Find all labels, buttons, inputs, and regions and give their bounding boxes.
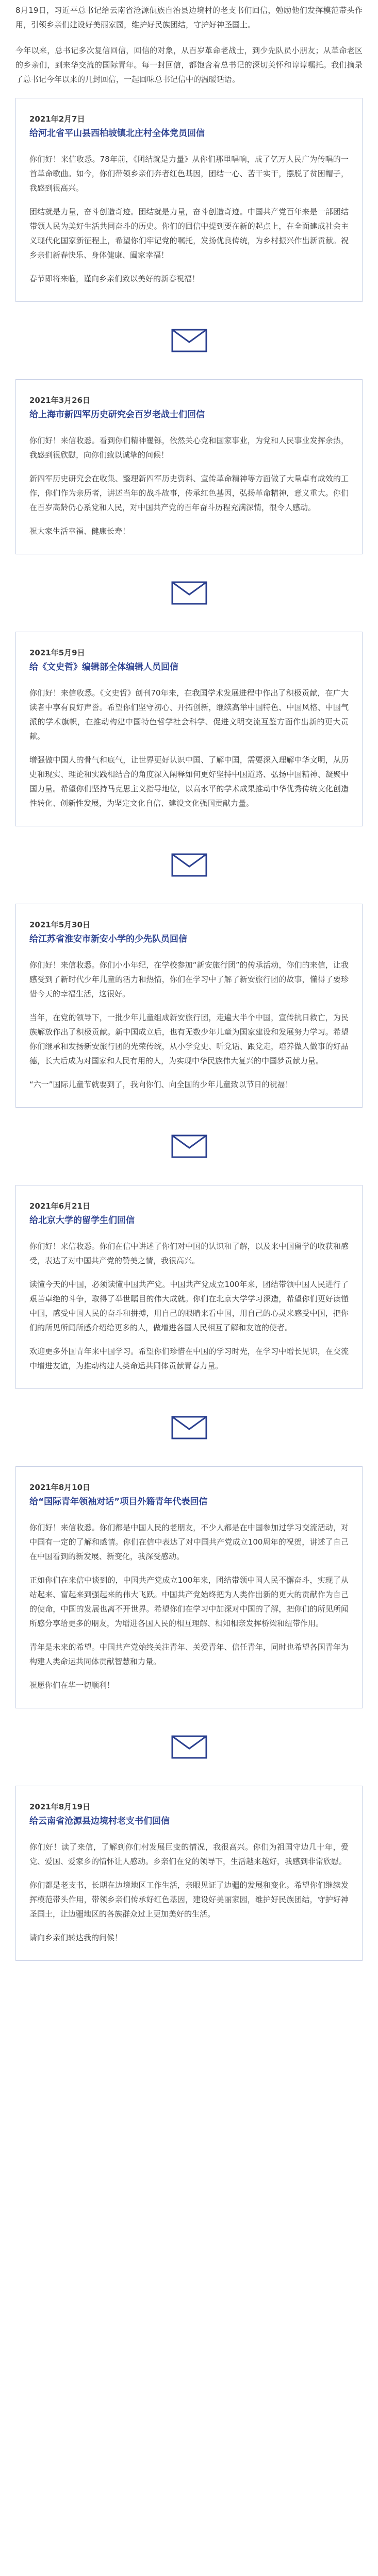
- letter-title: 给上海市新四军历史研究会百岁老战士们回信: [29, 410, 205, 420]
- section-divider: [15, 1108, 363, 1185]
- letter-paragraph: 新四军历史研究会在收集、整理新四军历史资料、宣传革命精神等方面做了大量卓有成效的工作，你们作为亲历者，讲述当年的战斗故事，传承红色基因，弘扬革命精神，意义重大。你们在百岁高龄仍心系党和人民，对中国共产党的百年奋斗历程充满深情，很令人感动。: [29, 474, 349, 512]
- letter-paragraph: 团结就是力量，奋斗创造奇迹。团结就是力量，奋斗创造奇迹。中国共产党百年来是一部团结带领人民为美好生活共同奋斗的历史。你们的回信中提到要在新的起点上，在全面建成社会主义现代化国家新征程上，希望你们牢记党的嘱托，发扬优良传统，为乡村振兴作出新贡献。祝乡亲们新春快乐、身体健康、阖家幸福！: [29, 207, 349, 260]
- letter-paragraph: 增强做中国人的骨气和底气，让世界更好认识中国、了解中国，需要深入理解中华文明，从历史和现实、理论和实践相结合的角度深入阐释如何更好坚持中国道路、弘扬中国精神、凝聚中国力量。希望你们坚持马克思主义指导地位，以高水平的学术成果推动中华优秀传统文化创造性转化、创新性发展，为坚定文化自信、建设文化强国贡献力量。: [29, 755, 349, 808]
- letter-date: 2021年3月26日: [29, 396, 91, 405]
- section-divider: [15, 1708, 363, 1786]
- letter-title: 给《文史哲》编辑部全体编辑人员回信: [29, 662, 178, 672]
- letter-paragraph: 你们好！来信收悉。看到你们精神矍铄，依然关心党和国家事业，为党和人民事业发挥余热，我感到很欣慰，向你们致以诚挚的问候！: [29, 436, 349, 460]
- letter-paragraph: 当年，在党的领导下，一批少年儿童组成新安旅行团，走遍大半个中国，宣传抗日救亡，为民族解放作出了积极贡献。新中国成立后，也有无数少年儿童为国家建设和发展努力学习。希望你们继承和发扬新安旅行团的光荣传统，从小学党史、听党话、跟党走，培养做人做事的好品德，长大后成为对国家和人民有用的人，为实现中华民族伟大复兴的中国梦贡献力量。: [29, 1013, 349, 1065]
- intro-paragraph: 8月19日，习近平总书记给云南省沧源佤族自治县边境村的老支书们回信，勉励他们发挥模范带头作用，引领乡亲们建设好美丽家园，维护好民族团结，守护好神圣国土。: [15, 6, 363, 29]
- section-divider: [15, 302, 363, 379]
- letter-date: 2021年2月7日: [29, 114, 85, 124]
- envelope-icon: [171, 1416, 207, 1439]
- letter-paragraph: 祝愿你们在华一切顺利！: [29, 1681, 115, 1690]
- letter-card: [15, 904, 363, 1108]
- letter-paragraph: 青年是未来的希望。中国共产党始终关注青年、关爱青年、信任青年，同时也希望各国青年为构建人类命运共同体贡献智慧和力量。: [29, 1642, 349, 1666]
- letter-paragraph: 春节即将来临，谨向乡亲们致以美好的新春祝福！: [29, 274, 200, 283]
- envelope-icon: [171, 581, 207, 605]
- letter-card: [15, 1466, 363, 1708]
- letter-paragraph: 你们都是老支书，长期在边境地区工作生活，亲眼见证了边疆的发展和变化。希望你们继续发挥模范带头作用，带领乡亲们传承好红色基因，建设好美丽家园，维护好民族团结，守护好神圣国土，让边疆地区的各族群众过上更加美好的生活。: [29, 1880, 349, 1919]
- section-divider: [15, 554, 363, 632]
- letter-card: [15, 379, 363, 554]
- envelope-icon: [171, 1134, 207, 1158]
- letter-title: 给江苏省淮安市新安小学的少先队员回信: [29, 934, 187, 944]
- letter-paragraph: “六一”国际儿童节就要到了，我向你们、向全国的少年儿童致以节日的祝福！: [29, 1080, 293, 1089]
- section-divider: [15, 1389, 363, 1466]
- letter-paragraph: 祝大家生活幸福、健康长寿！: [29, 527, 130, 536]
- letter-paragraph: 你们好！来信收悉。78年前，《团结就是力量》从你们那里唱响，成了亿万人民广为传唱的一首革命歌曲。如今，你们带领乡亲们奔者红色基因，团结一心、苦干实干，摆脱了贫困帽子，我感到很高兴。: [29, 155, 349, 193]
- letter-title: 给云南省沧源县边境村老支书们回信: [29, 1816, 170, 1826]
- envelope-icon: [171, 853, 207, 877]
- letter-card: [15, 98, 363, 302]
- letter-paragraph: 正如你们在来信中谈到的，中国共产党成立100年来，团结带领中国人民不懈奋斗，实现了从站起来、富起来到强起来的伟大飞跃。中国共产党始终把为人类作出新的更大的贡献作为自己的使命，中国的发展也离不开世界。希望你们在学习中加深对中国的了解，把你们的所见所闻所感分享给更多的朋友，为增进各国人民的相互理解、相知相亲发挥桥梁和纽带作用。: [29, 1575, 349, 1628]
- envelope-icon: [171, 329, 207, 352]
- letter-title: 给河北省平山县西柏坡镇北庄村全体党员回信: [29, 128, 205, 139]
- letter-date: 2021年8月19日: [29, 1802, 91, 1811]
- letter-paragraph: 请向乡亲们转达我的问候！: [29, 1933, 123, 1942]
- letter-date: 2021年6月21日: [29, 1201, 91, 1211]
- letter-paragraph: 你们好！来信收悉。你们小小年纪，在学校参加“新安旅行团”的传承活动，你们的来信，让我感受到了新时代少年儿童的活力和热情，你们在学习中了解了新安旅行团的故事，懂得了要珍惜今天的幸福生活，这很好。: [29, 960, 349, 998]
- letter-paragraph: 你们好！来信收悉。《文史哲》创刊70年来，在我国学术发展进程中作出了积极贡献，在广大读者中享有良好声誉。希望你们坚守初心、开拓创新，继续高举中国特色、中国风格、中国气派的学术旗帜，在推动构建中国特色哲学社会科学、促进文明交流互鉴方面作出新的更大贡献。: [29, 688, 349, 741]
- letter-paragraph: 读懂今天的中国，必须读懂中国共产党。中国共产党成立100年来，团结带领中国人民进行了艰苦卓绝的斗争，取得了举世瞩目的伟大成就。你们在北京大学学习深造，希望你们更好读懂中国，感受中国人民的奋斗和拼搏，用自己的眼睛来看中国，用自己的心灵来感受中国，把你们的所见所闻所感介绍给更多的人，做增进各国人民相互了解和友谊的使者。: [29, 1280, 349, 1332]
- envelope-icon: [171, 1735, 207, 1759]
- letter-date: 2021年5月30日: [29, 920, 91, 929]
- section-divider: [15, 826, 363, 904]
- article-intro: [15, 0, 363, 87]
- letter-card: [15, 632, 363, 826]
- letter-paragraph: 你们好！来信收悉。你们在信中讲述了你们对中国的认识和了解，以及来中国留学的收获和感受，表达了对中国共产党的赞美之情，我很高兴。: [29, 1242, 349, 1265]
- letter-title: 给北京大学的留学生们回信: [29, 1215, 135, 1226]
- letter-card: [15, 1786, 363, 1961]
- letter-date: 2021年8月10日: [29, 1483, 91, 1492]
- letter-paragraph: 你们好！读了来信，了解到你们村发展巨变的情况，我很高兴。你们为祖国守边几十年，爱党、爱国、爱家乡的情怀让人感动。乡亲们在党的领导下，生活越来越好，我感到非常欣慰。: [29, 1842, 349, 1866]
- letter-card: [15, 1185, 363, 1389]
- letter-title: 给“国际青年领袖对话”项目外籍青年代表回信: [29, 1497, 208, 1507]
- letters-list: [15, 98, 363, 1961]
- letter-date: 2021年5月9日: [29, 648, 85, 657]
- letter-paragraph: 你们好！来信收悉。你们都是中国人民的老朋友，不少人都是在中国参加过学习交流活动，对中国有一定的了解和感情。你们在信中表达了对中国共产党成立100周年的祝贺，讲述了自己在中国看到的新发展、新变化，我深受感动。: [29, 1523, 349, 1561]
- intro-paragraph: 今年以来，总书记多次复信回信，回信的对象，从百岁革命老战士，到少先队员小朋友；从革命老区的乡亲们，到来华交流的国际青年。每一封回信，都饱含着总书记的深切关怀和谆谆嘱托。我们摘录了总书记今年以来的几封回信，一起回味总书记信中的温暖话语。: [15, 46, 363, 84]
- letter-paragraph: 欢迎更多外国青年来中国学习。希望你们珍惜在中国的学习时光，在学习中增长见识，在交流中增进友谊，为推动构建人类命运共同体贡献青春力量。: [29, 1347, 349, 1370]
